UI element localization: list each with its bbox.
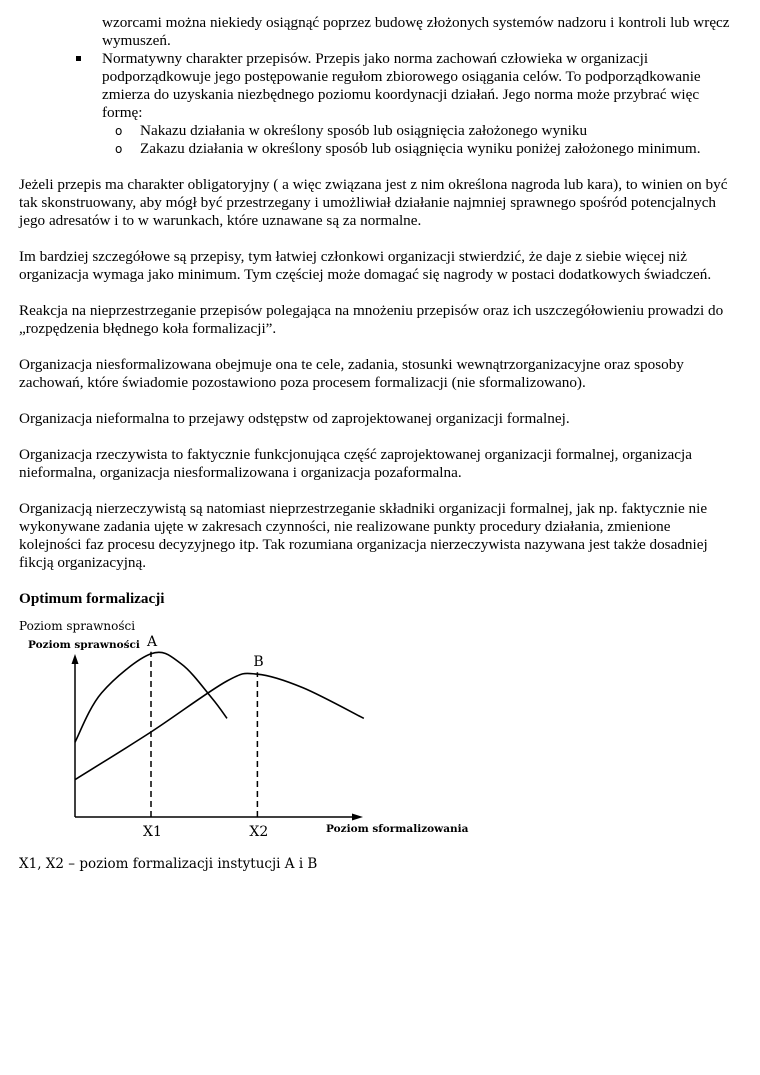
text-line: formę: bbox=[102, 104, 143, 121]
x-axis-arrow-icon bbox=[352, 814, 363, 821]
text-line: nieformalna, organizacja niesformalizowana i organizacja pozaformalna. bbox=[19, 464, 462, 481]
circle-bullet-icon: o bbox=[115, 142, 123, 156]
text-line: Organizacja niesformalizowana obejmuje ona te cele, zadania, stosunki wewnątrzorganizacyjne oraz sposoby bbox=[19, 356, 684, 373]
text-line: Organizacją nierzeczywistą są natomiast nieprzestrzeganie składniki organizacji formalnej, jak np. faktycznie nie bbox=[19, 500, 708, 517]
text-line: kolejności faz procesu decyzyjnego itp. Tak rozumiana organizacja nierzeczywista nazywana jest także dosadniej bbox=[19, 536, 708, 553]
y-axis-arrow-icon bbox=[72, 654, 79, 664]
text-line: Reakcja na nieprzestrzeganie przepisów polegająca na mnożeniu przepisów oraz ich uszczegółowieniu prowadzi do bbox=[19, 302, 724, 319]
text-line: jego adresatów i to w warunkach, które uznawane są za normalne. bbox=[19, 212, 422, 229]
text-line: Organizacja nieformalna to przejawy odstępstw od zaprojektowanej organizacji formalnej. bbox=[19, 410, 570, 427]
peak-label-b: B bbox=[253, 654, 264, 671]
curve-b bbox=[75, 673, 364, 779]
text-line: zmierza do uzyskania niezbędnego poziomu koordynacji działań. Jego norma może przybrać więc bbox=[102, 86, 700, 103]
text-line: tak skonstruowany, aby mógł być przestrzegany i umożliwiał działanie najmniej sprawnego spośród potencjalnych bbox=[19, 194, 717, 211]
text-line: Normatywny charakter przepisów. Przepis jako norma zachowań człowieka w organizacji bbox=[102, 50, 649, 67]
tick-label-x1: X1 bbox=[143, 824, 162, 840]
circle-bullet-icon: o bbox=[115, 124, 123, 138]
text-line: Jeżeli przepis ma charakter obligatoryjny ( a więc związana jest z nim określona nagroda lub kara), to winien on być bbox=[19, 176, 728, 193]
text-line: fikcją organizacyjną. bbox=[19, 554, 147, 571]
peak-label-a: A bbox=[147, 633, 158, 650]
y-axis-label: Poziom sprawności bbox=[28, 639, 140, 651]
tick-label-x2: X2 bbox=[249, 824, 269, 840]
text-line: podporządkowuje jego postępowanie regułom zbiorowego osiągania celów. To podporządkowanie bbox=[102, 68, 701, 85]
text-line: Im bardziej szczegółowe są przepisy, tym łatwiej członkowi organizacji stwierdzić, że daje z siebie więcej niż bbox=[19, 248, 687, 265]
section-heading: Optimum formalizacji bbox=[19, 590, 165, 607]
text-line: zachowań, które świadomie pozostawiono poza procesem formalizacji (nie sformalizowano). bbox=[19, 374, 586, 391]
sub-bullet-text: Zakazu działania w określony sposób lub osiągnięcia wyniku poniżej założonego minimum. bbox=[140, 140, 701, 157]
sub-bullet-text: Nakazu działania w określony sposób lub osiągnięcia założonego wyniku bbox=[140, 122, 588, 139]
text-line: Organizacja rzeczywista to faktycznie funkcjonująca część zaprojektowanej organizacji formalnej, organizacja bbox=[19, 446, 692, 463]
chart-label-above: Poziom sprawności bbox=[19, 619, 136, 633]
text-line: wymuszeń. bbox=[102, 32, 171, 49]
text-line: „rozpędzenia błędnego koła formalizacji”. bbox=[19, 320, 277, 337]
text-line: wykonywane zadania ujęte w zakresach czynności, nie realizowane punkty procedury działania, zmienione bbox=[19, 518, 671, 535]
x-axis-label: Poziom sformalizowania bbox=[326, 823, 469, 835]
text-line: organizacja wymaga jako minimum. Tym częściej może domagać się nagrody w postaci dodatkowych świadczeń. bbox=[19, 266, 712, 283]
chart-caption: X1, X2 – poziom formalizacji instytucji A i B bbox=[19, 856, 318, 872]
text-line: wzorcami można niekiedy osiągnąć poprzez budowę złożonych systemów nadzoru i kontroli lub wręcz bbox=[102, 14, 730, 31]
